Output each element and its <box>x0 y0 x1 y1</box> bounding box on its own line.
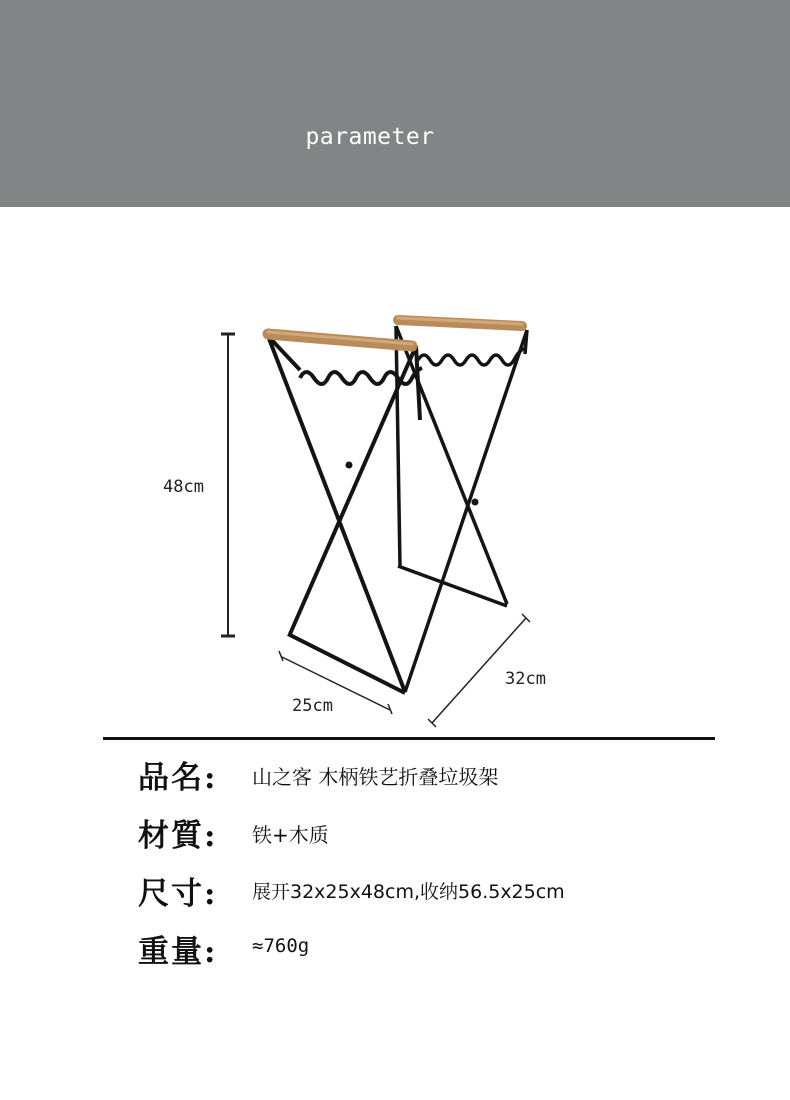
spec-key: 材質: <box>138 818 218 854</box>
spec-value: 山之客 木柄铁艺折叠垃圾架 <box>252 765 499 789</box>
height-label: 48cm <box>163 477 204 497</box>
width-label: 25cm <box>292 696 333 716</box>
spec-key: 重量: <box>138 934 218 970</box>
spec-value: 铁+木质 <box>252 823 329 847</box>
spec-value: ≈760g <box>252 935 310 957</box>
spec-value: 展开32x25x48cm,收纳56.5x25cm <box>252 881 565 903</box>
spec-row-weight <box>0 926 790 976</box>
spec-row-material <box>0 810 790 860</box>
rack-back-frame <box>396 326 527 692</box>
product-figure <box>0 300 790 740</box>
back-pivot <box>472 499 479 506</box>
spec-row-name <box>0 752 790 802</box>
spec-row-size <box>0 868 790 918</box>
front-pivot <box>346 462 353 469</box>
wooden-handle-back <box>398 318 522 326</box>
wooden-handle-front <box>268 332 412 346</box>
folding-rack-illustration <box>0 300 790 740</box>
height-dimension-line <box>221 334 235 636</box>
divider-line <box>103 737 715 740</box>
header-title: parameter <box>305 124 435 150</box>
depth-label: 32cm <box>505 669 546 689</box>
header-banner <box>0 0 790 207</box>
spec-key: 尺寸: <box>138 876 218 912</box>
spec-key: 品名: <box>138 760 218 796</box>
